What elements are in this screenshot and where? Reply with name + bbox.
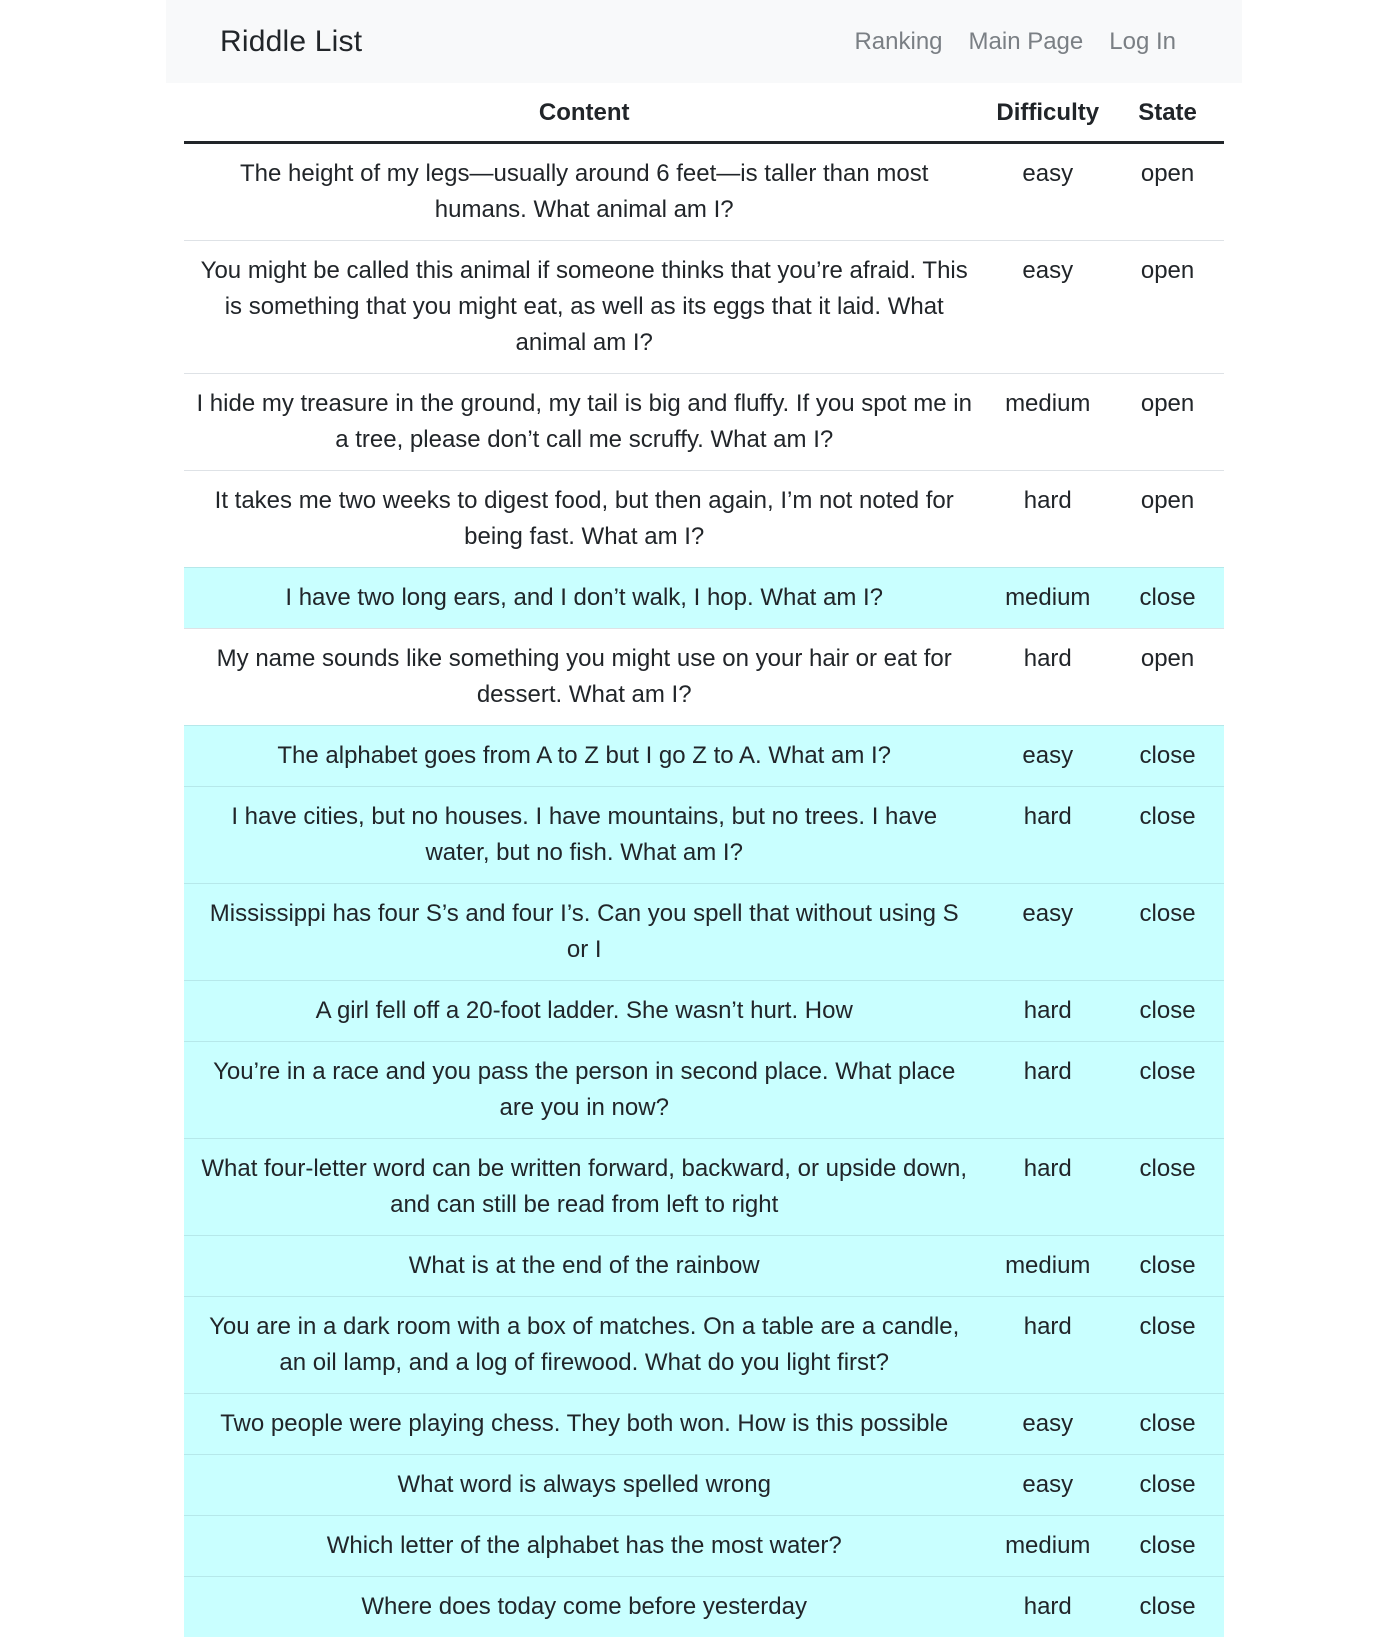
- riddle-state: close: [1111, 1394, 1224, 1455]
- riddle-content: You are in a dark room with a box of matches. On a table are a candle, an oil lamp, and a log of firewood. What do you light first?: [184, 1297, 984, 1394]
- table-row[interactable]: [184, 884, 1224, 981]
- riddle-difficulty: medium: [984, 568, 1111, 629]
- table-header: [184, 83, 1224, 143]
- column-header-difficulty: Difficulty: [984, 83, 1111, 143]
- table-row[interactable]: [184, 568, 1224, 629]
- riddle-difficulty: hard: [984, 1577, 1111, 1638]
- nav-link-log-in[interactable]: Log In: [1109, 27, 1176, 55]
- riddle-difficulty: easy: [984, 241, 1111, 374]
- riddle-state: close: [1111, 1297, 1224, 1394]
- riddle-content: You’re in a race and you pass the person in second place. What place are you in now?: [184, 1042, 984, 1139]
- riddle-state: open: [1111, 629, 1224, 726]
- table-row[interactable]: [184, 1042, 1224, 1139]
- riddle-difficulty: hard: [984, 1297, 1111, 1394]
- riddle-content: What is at the end of the rainbow: [184, 1236, 984, 1297]
- riddle-difficulty: easy: [1022, 160, 1074, 187]
- riddle-difficulty: hard: [984, 471, 1111, 568]
- riddle-difficulty: hard: [984, 787, 1111, 884]
- riddle-content: You might be called this animal if someone thinks that you’re afraid. This is something that you might eat, as well as its eggs that it laid. What animal am I?: [184, 241, 984, 374]
- nav-link-ranking[interactable]: Ranking: [854, 27, 943, 55]
- riddle-state: close: [1111, 1042, 1224, 1139]
- riddle-difficulty: easy: [984, 884, 1111, 981]
- riddle-content: Mississippi has four S’s and four I’s. Can you spell that without using S or I: [184, 884, 984, 981]
- navbar: [166, 0, 1242, 83]
- column-header-state: State: [1111, 83, 1224, 143]
- riddle-content: My name sounds like something you might use on your hair or eat for dessert. What am I?: [184, 629, 984, 726]
- riddle-content: Where does today come before yesterday: [184, 1577, 984, 1638]
- table-row[interactable]: [184, 726, 1224, 787]
- riddle-content: Two people were playing chess. They both won. How is this possible: [184, 1394, 984, 1455]
- riddle-state: close: [1111, 884, 1224, 981]
- nav-link-main-page[interactable]: Main Page: [968, 27, 1084, 55]
- riddle-difficulty: hard: [984, 1139, 1111, 1236]
- table-row[interactable]: [184, 1516, 1224, 1577]
- brand-link[interactable]: Riddle List: [220, 24, 363, 58]
- table-row[interactable]: [184, 787, 1224, 884]
- table-row[interactable]: [184, 143, 1224, 241]
- riddle-difficulty: medium: [984, 374, 1111, 471]
- table-row[interactable]: [184, 981, 1224, 1042]
- table-row[interactable]: [184, 1394, 1224, 1455]
- riddle-table-wrapper: [184, 83, 1224, 1637]
- column-header-content: Content: [184, 83, 984, 143]
- riddle-content: I hide my treasure in the ground, my tail is big and fluffy. If you spot me in a tree, please don’t call me scruffy. What am I?: [184, 374, 984, 471]
- nav-links: [854, 28, 1176, 56]
- riddle-content: It takes me two weeks to digest food, but then again, I’m not noted for being fast. What am I?: [184, 471, 984, 568]
- table-row[interactable]: [184, 1236, 1224, 1297]
- table-row[interactable]: [184, 629, 1224, 726]
- riddle-state: open: [1111, 241, 1224, 374]
- riddle-state: close: [1111, 1236, 1224, 1297]
- riddle-state: close: [1111, 726, 1224, 787]
- riddle-difficulty: easy: [984, 1394, 1111, 1455]
- table-row[interactable]: [184, 471, 1224, 568]
- riddle-state: close: [1111, 981, 1224, 1042]
- table-row[interactable]: [184, 1577, 1224, 1638]
- riddle-content: What four-letter word can be written forward, backward, or upside down, and can still be read from left to right: [184, 1139, 984, 1236]
- page-container: [166, 0, 1242, 1637]
- riddle-difficulty: hard: [984, 981, 1111, 1042]
- riddle-state: close: [1111, 1455, 1224, 1516]
- riddle-difficulty: easy: [984, 726, 1111, 787]
- table-header-row: [184, 83, 1224, 143]
- riddle-difficulty: hard: [984, 1042, 1111, 1139]
- riddle-table: [184, 83, 1224, 1637]
- riddle-content: I have cities, but no houses. I have mountains, but no trees. I have water, but no fish. What am I?: [184, 787, 984, 884]
- riddle-difficulty: medium: [984, 1516, 1111, 1577]
- table-row[interactable]: [184, 1297, 1224, 1394]
- riddle-state: open: [1140, 160, 1195, 187]
- riddle-difficulty: easy: [984, 1455, 1111, 1516]
- table-row[interactable]: [184, 241, 1224, 374]
- riddle-state: close: [1111, 1139, 1224, 1236]
- riddle-state: close: [1111, 568, 1224, 629]
- riddle-content: What word is always spelled wrong: [184, 1455, 984, 1516]
- riddle-content: The height of my legs—usually around 6 feet—is taller than most humans. What animal am I?: [240, 160, 929, 223]
- riddle-content: I have two long ears, and I don’t walk, I hop. What am I?: [184, 568, 984, 629]
- riddle-difficulty: medium: [984, 1236, 1111, 1297]
- riddle-state: open: [1111, 374, 1224, 471]
- riddle-content: Which letter of the alphabet has the most water?: [184, 1516, 984, 1577]
- table-row[interactable]: [184, 1455, 1224, 1516]
- riddle-content: The alphabet goes from A to Z but I go Z to A. What am I?: [184, 726, 984, 787]
- table-row[interactable]: [184, 374, 1224, 471]
- riddle-difficulty: hard: [984, 629, 1111, 726]
- riddle-state: close: [1111, 1516, 1224, 1577]
- riddle-state: open: [1111, 471, 1224, 568]
- riddle-state: close: [1111, 1577, 1224, 1638]
- riddle-state: close: [1111, 787, 1224, 884]
- riddle-content: A girl fell off a 20-foot ladder. She wasn’t hurt. How: [184, 981, 984, 1042]
- table-body: [184, 143, 1224, 1638]
- table-row[interactable]: [184, 1139, 1224, 1236]
